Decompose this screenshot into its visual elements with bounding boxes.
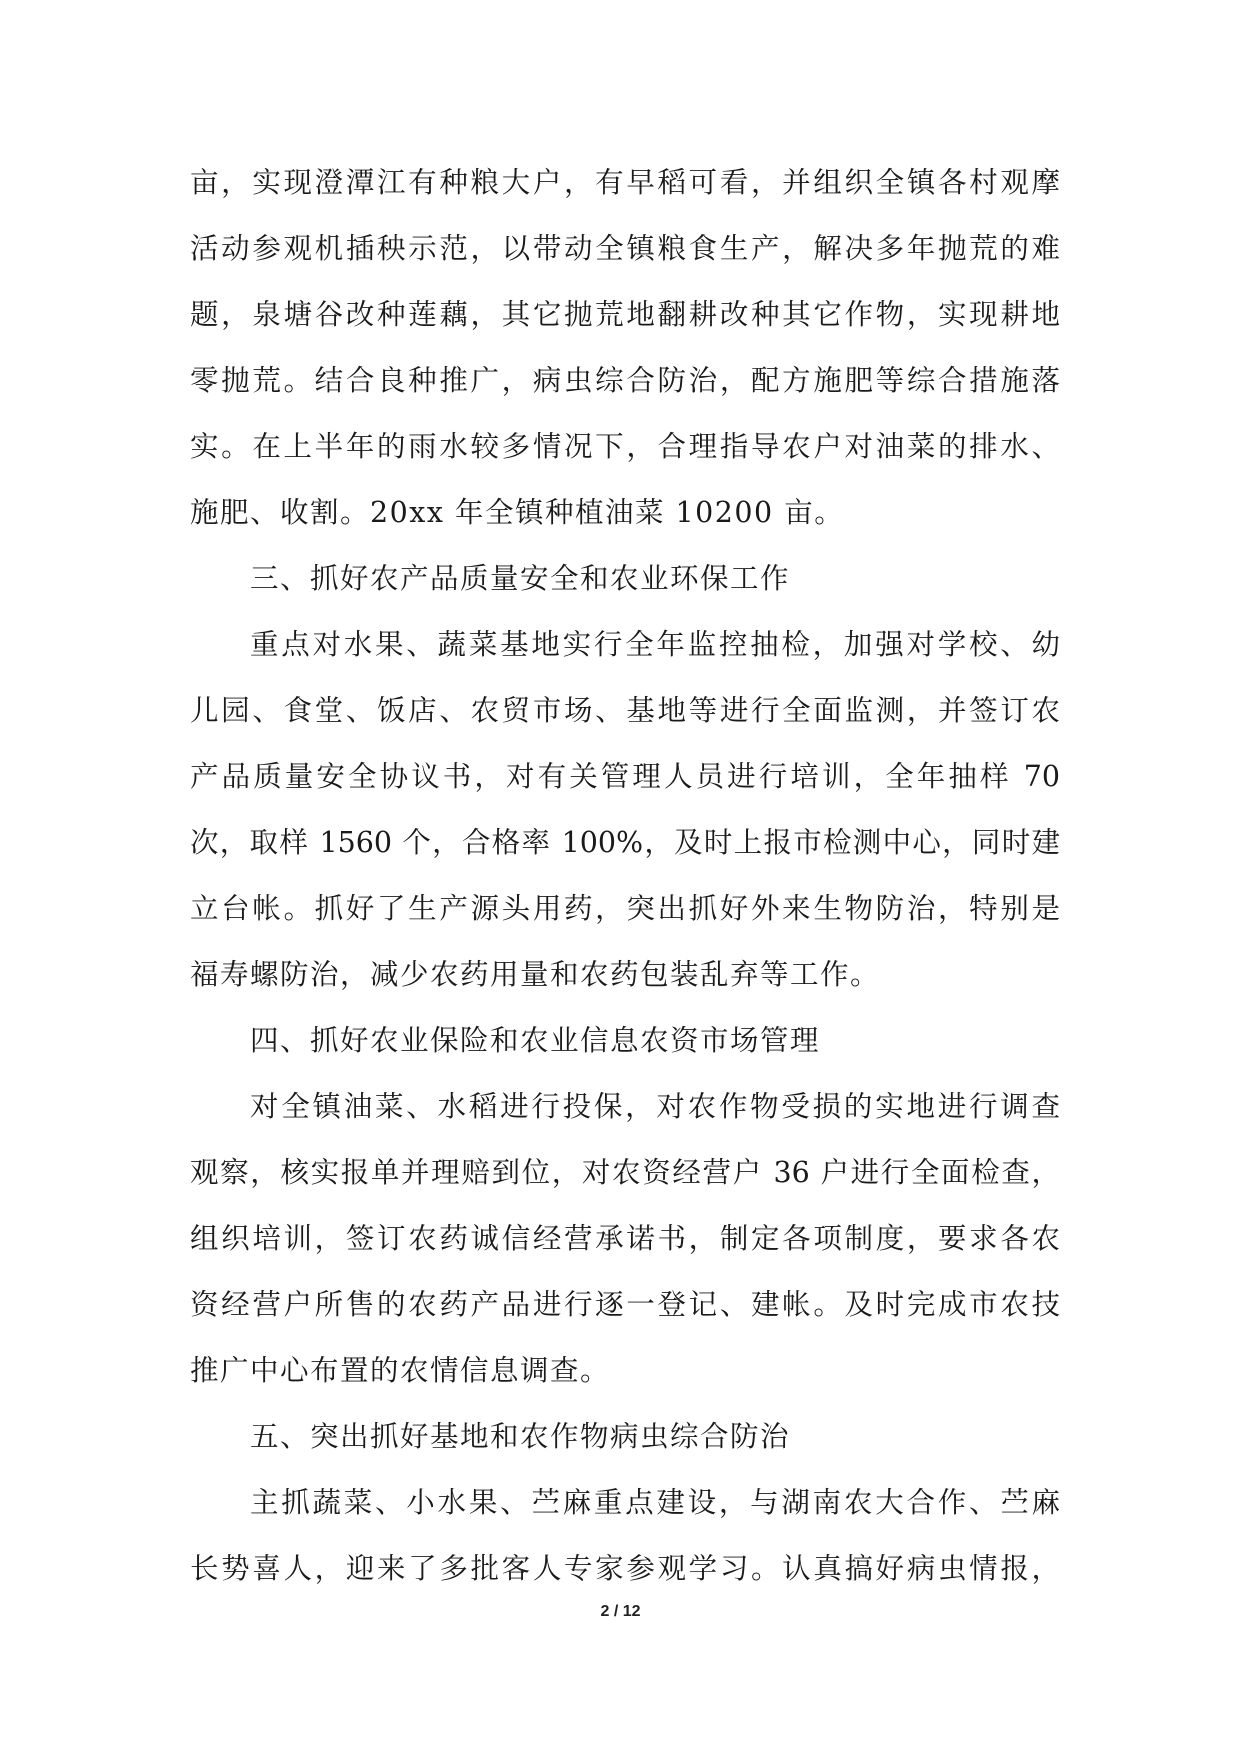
- text-line: 长势喜人，迎来了多批客人专家参观学习。认真搞好病虫情报，: [190, 1552, 1060, 1585]
- page-number: 2 / 12: [600, 1603, 641, 1620]
- text-line: 四、抓好农业保险和农业信息农资市场管理: [250, 1024, 821, 1057]
- text-line: 零抛荒。结合良种推广，病虫综合防治，配方施肥等综合措施落: [190, 364, 1060, 397]
- text-line: 观察，核实报单并理赔到位，对农资经营户 36 户进行全面检查，: [190, 1156, 1060, 1189]
- text-line: 题，泉塘谷改种莲藕，其它抛荒地翻耕改种其它作物，实现耕地: [190, 298, 1060, 331]
- text-line: 重点对水果、蔬菜基地实行全年监控抽检，加强对学校、幼: [250, 628, 1060, 661]
- text-line: 儿园、食堂、饭店、农贸市场、基地等进行全面监测，并签订农: [190, 694, 1060, 727]
- text-line: 实。在上半年的雨水较多情况下，合理指导农户对油菜的排水、: [190, 430, 1060, 463]
- text-line: 亩，实现澄潭江有种粮大户，有早稻可看，并组织全镇各村观摩: [190, 166, 1060, 199]
- text-line: 活动参观机插秧示范，以带动全镇粮食生产，解决多年抛荒的难: [190, 232, 1060, 265]
- text-line: 施肥、收割。20xx 年全镇种植油菜 10200 亩。: [190, 496, 845, 529]
- text-line: 推广中心布置的农情信息调查。: [190, 1354, 611, 1387]
- text-line: 福寿螺防治，减少农药用量和农药包装乱弃等工作。: [190, 958, 881, 991]
- text-line: 资经营户所售的农药产品进行逐一登记、建帐。及时完成市农技: [190, 1288, 1060, 1321]
- text-line: 五、突出抓好基地和农作物病虫综合防治: [250, 1420, 791, 1453]
- text-line: 对全镇油菜、水稻进行投保，对农作物受损的实地进行调查: [250, 1090, 1060, 1123]
- text-line: 产品质量安全协议书，对有关管理人员进行培训，全年抽样 70: [190, 760, 1060, 793]
- text-line: 主抓蔬菜、小水果、苎麻重点建设，与湖南农大合作、苎麻: [250, 1486, 1060, 1519]
- document-body: [190, 150, 1060, 1602]
- text-line: 组织培训，签订农药诚信经营承诺书，制定各项制度，要求各农: [190, 1222, 1060, 1255]
- text-line: 次，取样 1560 个，合格率 100%，及时上报市检测中心，同时建: [190, 826, 1060, 859]
- text-line: 立台帐。抓好了生产源头用药，突出抓好外来生物防治，特别是: [190, 892, 1060, 925]
- text-line: 三、抓好农产品质量安全和农业环保工作: [250, 562, 791, 595]
